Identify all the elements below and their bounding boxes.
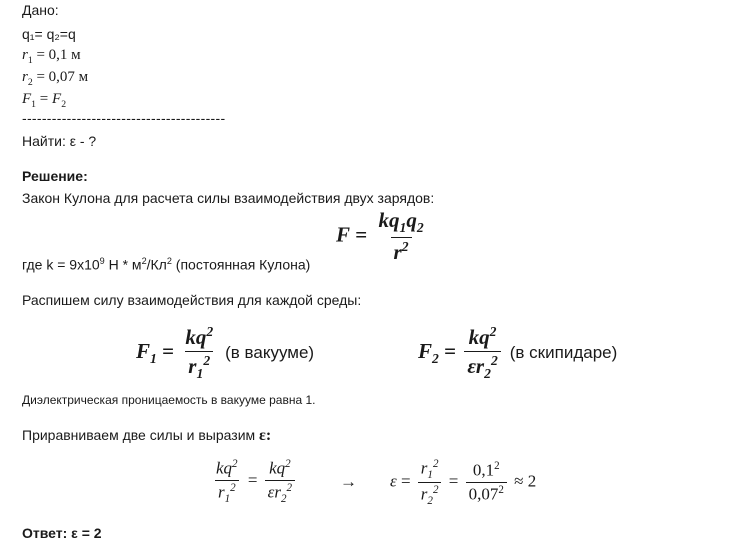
dielectric-note: Диэлектрическая проницаемость в вакууме равна 1. xyxy=(22,393,316,407)
answer: Ответ: ε = 2 xyxy=(22,525,102,541)
divider: ----------------------------------------- xyxy=(22,110,226,126)
coulomb-constant-note: где $k = 9x10^9$ Н * $м^2/Кл^2$ (постоянная Кулона) xyxy=(22,256,311,273)
find-line: Найти: ε - ? xyxy=(22,133,97,149)
coulomb-formula: F = $\frac{kq_1q_2}{r^2}$ xyxy=(336,208,424,265)
implies-arrow: → xyxy=(340,472,357,491)
given-header: Дано: xyxy=(22,2,59,18)
given-r2: $r_2 = 0,07$ м xyxy=(22,69,89,88)
equate-formula: $\frac{kq^2}{r_1^2}$ = $\frac{kq^2}{\varepsilon r_2^2}$ xyxy=(210,458,298,505)
given-r1: $r_1 = 0,1$ м xyxy=(22,47,81,66)
given-charges: q₁= q₂=q xyxy=(22,26,76,42)
solution-header: Решение: xyxy=(22,168,88,184)
vacuum-force-formula: $F_1$ = $\frac{kq^2}{r_1^2}$ (в вакууме) xyxy=(136,324,315,382)
given-forces: $F_1 = F_2$ xyxy=(22,91,67,110)
equate-intro: Приравниваем две силы и выразим ε: xyxy=(22,427,272,444)
epsilon-formula: ε = $\frac{r_1^2}{r_2^2}$ = $\frac{0,1^2}{0,07^2}$ ≈ 2 xyxy=(390,458,537,508)
paint-intro: Распишем силу взаимодействия для каждой среды: xyxy=(22,292,362,308)
coulomb-intro: Закон Кулона для расчета силы взаимодействия двух зарядов: xyxy=(22,190,435,206)
turpentine-force-formula: $F_2$ = $\frac{kq^2}{\varepsilon r_2^2}$ (в скипидаре) xyxy=(418,324,618,382)
